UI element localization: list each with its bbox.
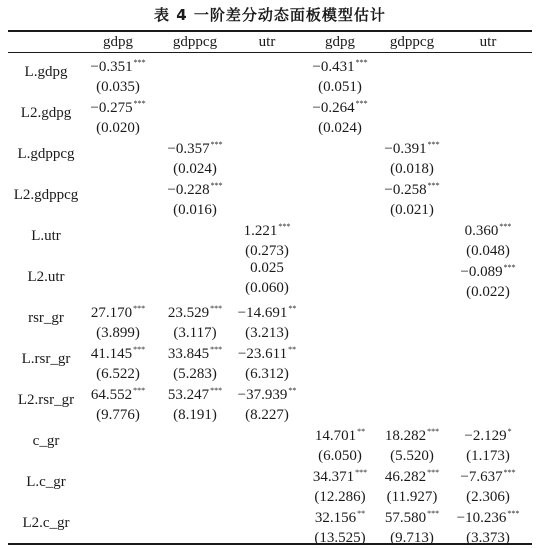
- significance-stars: ***: [507, 509, 520, 518]
- coefficient: [450, 217, 526, 241]
- table-cell: [157, 135, 233, 179]
- coefficient-value: −37.939: [237, 387, 288, 403]
- standard-error: (3.899): [96, 325, 140, 341]
- coefficient: [374, 135, 450, 159]
- coefficient: [374, 176, 450, 200]
- column-header: gdpg: [325, 34, 355, 50]
- coefficient: [450, 258, 526, 282]
- coefficient: [229, 381, 305, 405]
- row-label: L.gdpg: [24, 64, 68, 80]
- significance-stars: *: [507, 427, 512, 436]
- significance-stars: ***: [210, 140, 223, 149]
- coefficient: [80, 381, 156, 405]
- significance-stars: ***: [427, 181, 440, 190]
- coefficient-value: −0.264: [312, 100, 355, 116]
- row-label: L.rsr_gr: [21, 351, 71, 367]
- coefficient: [157, 299, 233, 323]
- coefficient: [229, 258, 305, 278]
- standard-error: (0.273): [245, 243, 289, 259]
- standard-error: (12.286): [314, 489, 366, 505]
- table-cell: [374, 135, 450, 179]
- table-cell: [302, 94, 378, 138]
- coefficient: [80, 94, 156, 118]
- table-cell: [157, 381, 233, 425]
- coefficient-value: −7.637: [460, 469, 503, 485]
- significance-stars: ***: [210, 386, 223, 395]
- significance-stars: ***: [355, 99, 368, 108]
- coefficient: [302, 504, 378, 528]
- standard-error: (5.283): [173, 366, 217, 382]
- table-cell: [80, 381, 156, 425]
- row-label: L.gdppcg: [17, 146, 75, 162]
- standard-error: (6.522): [96, 366, 140, 382]
- significance-stars: ***: [133, 386, 146, 395]
- standard-error: (0.035): [96, 79, 140, 95]
- coefficient: [157, 381, 233, 405]
- significance-stars: **: [288, 386, 297, 395]
- table-cell: [229, 217, 305, 261]
- coefficient-value: 27.170: [90, 305, 133, 321]
- coefficient-value: −0.258: [384, 182, 427, 198]
- significance-stars: ***: [355, 58, 368, 67]
- coefficient: [302, 463, 378, 487]
- table-cell: [302, 53, 378, 97]
- coefficient: [450, 422, 526, 446]
- standard-error: (8.191): [173, 407, 217, 423]
- column-header: gdpg: [103, 34, 133, 50]
- significance-stars: ***: [210, 304, 223, 313]
- table-cell: [157, 176, 233, 220]
- row-label: L2.gdpg: [20, 105, 72, 121]
- coefficient: [157, 340, 233, 364]
- standard-error: (13.525): [314, 530, 366, 546]
- table-cell: [80, 53, 156, 97]
- standard-error: (0.016): [173, 202, 217, 218]
- significance-stars: ***: [503, 468, 516, 477]
- coefficient: [80, 340, 156, 364]
- significance-stars: ***: [427, 140, 440, 149]
- coefficient: [302, 53, 378, 77]
- standard-error: (0.021): [390, 202, 434, 218]
- significance-stars: ***: [133, 58, 146, 67]
- coefficient: [302, 94, 378, 118]
- top-rule: [8, 30, 532, 32]
- standard-error: (3.213): [245, 325, 289, 341]
- table-cell: [302, 504, 378, 548]
- coefficient: [80, 53, 156, 77]
- significance-stars: ***: [355, 468, 368, 477]
- table-cell: [157, 340, 233, 384]
- table-cell: [374, 422, 450, 466]
- table-cell: [157, 299, 233, 343]
- significance-stars: **: [357, 509, 366, 518]
- coefficient-value: −0.228: [167, 182, 210, 198]
- coefficient-value: 64.552: [90, 387, 133, 403]
- row-label: rsr_gr: [28, 310, 64, 326]
- table-cell: [229, 258, 305, 298]
- standard-error: (0.020): [96, 120, 140, 136]
- significance-stars: ***: [133, 345, 146, 354]
- standard-error: (0.022): [466, 284, 510, 300]
- coefficient-value: 18.282: [384, 428, 427, 444]
- coefficient-value: −0.391: [384, 141, 427, 157]
- table-cell: [80, 94, 156, 138]
- coefficient-value: 0.025: [250, 260, 284, 276]
- row-label: L2.c_gr: [22, 515, 70, 531]
- coefficient-value: −0.431: [312, 59, 355, 75]
- coefficient: [374, 422, 450, 446]
- table-cell: [374, 463, 450, 507]
- coefficient-value: 23.529: [167, 305, 210, 321]
- standard-error: (8.227): [245, 407, 289, 423]
- coefficient-value: 41.145: [90, 346, 133, 362]
- significance-stars: ***: [427, 509, 440, 518]
- significance-stars: ***: [133, 99, 146, 108]
- significance-stars: ***: [133, 304, 146, 313]
- coefficient: [229, 340, 305, 364]
- column-header: gdppcg: [389, 34, 435, 50]
- table-cell: [450, 217, 526, 261]
- standard-error: (0.024): [318, 120, 362, 136]
- table-cell: [374, 176, 450, 220]
- coefficient-value: −0.351: [90, 59, 133, 75]
- coefficient: [374, 463, 450, 487]
- standard-error: (1.173): [466, 448, 510, 464]
- coefficient-value: −14.691: [237, 305, 288, 321]
- table-cell: [80, 299, 156, 343]
- table-cell: [302, 422, 378, 466]
- coefficient: [374, 504, 450, 528]
- standard-error: (6.050): [318, 448, 362, 464]
- standard-error: (9.713): [390, 530, 434, 546]
- significance-stars: **: [288, 304, 297, 313]
- table-cell: [374, 504, 450, 548]
- coefficient: [80, 299, 156, 323]
- row-label: L.utr: [31, 228, 61, 244]
- significance-stars: ***: [499, 222, 512, 231]
- coefficient-value: 1.221: [243, 223, 278, 239]
- coefficient-value: −0.275: [90, 100, 133, 116]
- coefficient-value: −0.089: [460, 264, 503, 280]
- standard-error: (0.024): [173, 161, 217, 177]
- table-cell: [450, 422, 526, 466]
- row-label: L2.utr: [27, 269, 65, 285]
- row-label: c_gr: [32, 433, 60, 449]
- significance-stars: ***: [210, 345, 223, 354]
- standard-error: (0.048): [466, 243, 510, 259]
- significance-stars: ***: [210, 181, 223, 190]
- table-cell: [229, 381, 305, 425]
- column-header: gdppcg: [172, 34, 218, 50]
- coefficient-value: −0.357: [167, 141, 210, 157]
- standard-error: (11.927): [386, 489, 438, 505]
- coefficient: [450, 504, 526, 528]
- table-title: 表 4 一阶差分动态面板模型估计: [154, 6, 386, 24]
- coefficient: [450, 463, 526, 487]
- standard-error: (0.018): [390, 161, 434, 177]
- standard-error: (5.520): [390, 448, 434, 464]
- standard-error: (6.312): [245, 366, 289, 382]
- coefficient: [157, 135, 233, 159]
- standard-error: (3.117): [173, 325, 217, 341]
- significance-stars: ***: [278, 222, 291, 231]
- column-header: utr: [479, 34, 497, 50]
- significance-stars: **: [357, 427, 366, 436]
- coefficient-value: −10.236: [456, 510, 507, 526]
- row-label: L.c_gr: [26, 474, 66, 490]
- coefficient: [229, 217, 305, 241]
- standard-error: (0.060): [245, 280, 289, 296]
- coefficient-value: 33.845: [167, 346, 210, 362]
- row-label: L2.gdppcg: [13, 187, 79, 203]
- standard-error: (9.776): [96, 407, 140, 423]
- table-cell: [229, 340, 305, 384]
- column-header: utr: [258, 34, 276, 50]
- coefficient: [157, 176, 233, 200]
- coefficient-value: 57.580: [384, 510, 427, 526]
- coefficient-value: 34.371: [312, 469, 355, 485]
- coefficient-value: 53.247: [167, 387, 210, 403]
- coefficient-value: 32.156: [314, 510, 357, 526]
- coefficient: [302, 422, 378, 446]
- coefficient-value: −2.129: [464, 428, 507, 444]
- coefficient-value: 46.282: [384, 469, 427, 485]
- row-label: L2.rsr_gr: [17, 392, 75, 408]
- standard-error: (0.051): [318, 79, 362, 95]
- significance-stars: ***: [427, 468, 440, 477]
- table-cell: [450, 258, 526, 302]
- coefficient-value: −23.611: [237, 346, 288, 362]
- significance-stars: ***: [427, 427, 440, 436]
- table-cell: [229, 299, 305, 343]
- standard-error: (2.306): [466, 489, 510, 505]
- coefficient-value: 0.360: [464, 223, 499, 239]
- table-cell: [80, 340, 156, 384]
- significance-stars: ***: [503, 263, 516, 272]
- table-cell: [450, 463, 526, 507]
- coefficient: [229, 299, 305, 323]
- table-cell: [302, 463, 378, 507]
- table-cell: [450, 504, 526, 548]
- significance-stars: **: [288, 345, 297, 354]
- coefficient-value: 14.701: [314, 428, 357, 444]
- standard-error: (3.373): [466, 530, 510, 546]
